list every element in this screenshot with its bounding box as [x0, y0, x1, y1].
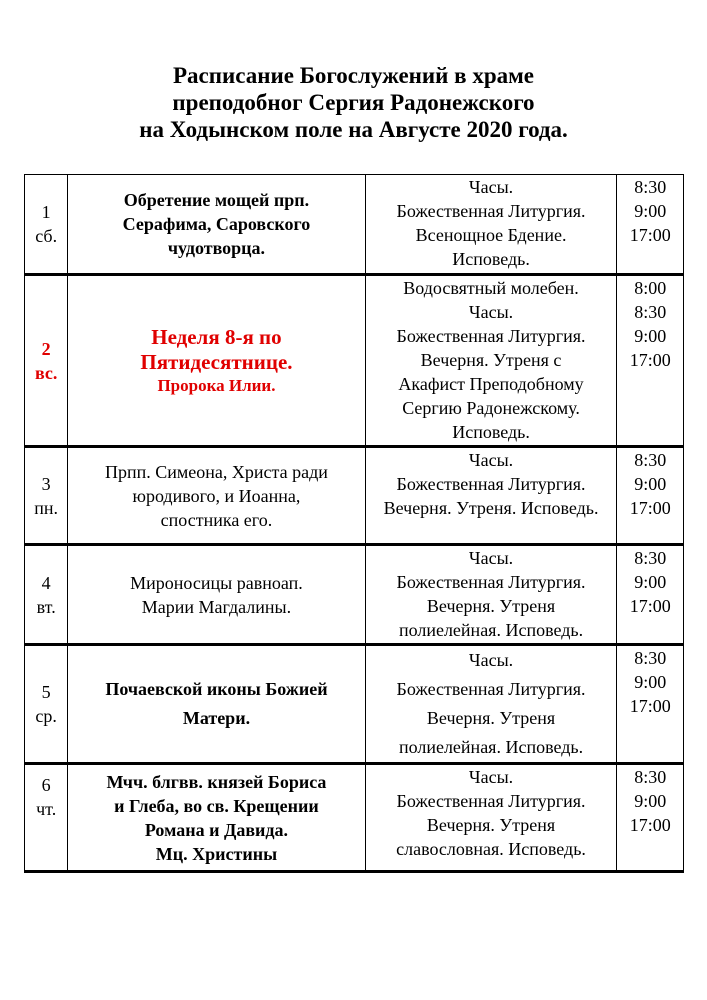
- time-value: 9:00: [634, 326, 667, 346]
- service-line: Часы.: [468, 548, 514, 568]
- table-row: [25, 545, 684, 645]
- title-line-1: Расписание Богослужений в храме: [172, 63, 535, 88]
- service-line: полиелейная. Исповедь.: [398, 737, 584, 757]
- time-value: 17:00: [629, 596, 671, 616]
- time-value: 17:00: [629, 350, 671, 370]
- feast-cell: [68, 175, 365, 275]
- title-line-3: на Ходынском поле на Августе 2020 года.: [139, 117, 568, 142]
- feast-line: Марии Магдалины.: [141, 596, 292, 617]
- feast-cell: [68, 275, 365, 447]
- service-line: Вечерня. Утреня. Исповедь.: [383, 498, 599, 518]
- time-value: 9:00: [634, 791, 667, 811]
- day-number: 6: [41, 775, 51, 795]
- services-cell: [365, 447, 617, 545]
- weekday: чт.: [36, 799, 57, 819]
- page-title: [0, 62, 707, 143]
- feast-line: Мц. Христины: [155, 843, 278, 864]
- service-line: Божественная Литургия.: [396, 474, 586, 494]
- weekday: ср.: [35, 706, 57, 726]
- feast-line: Мироносицы равноап.: [130, 572, 303, 593]
- feast-line: Прпп. Симеона, Христа ради: [105, 461, 328, 482]
- table-row: [25, 275, 684, 447]
- service-line: Вечерня. Утреня: [426, 815, 556, 835]
- service-line: Божественная Литургия.: [396, 326, 586, 346]
- weekday: пн.: [34, 497, 59, 518]
- service-line: Часы.: [468, 450, 514, 470]
- day-cell: [25, 175, 68, 275]
- table-row: [25, 175, 684, 275]
- time-value: 17:00: [629, 498, 671, 518]
- day-cell: [25, 545, 68, 645]
- time-value: 17:00: [629, 696, 671, 716]
- time-value: 17:00: [629, 815, 671, 835]
- service-line: Исповедь.: [452, 422, 530, 442]
- times-cell: [617, 447, 684, 545]
- day-cell: [25, 764, 68, 872]
- feast-cell: [68, 545, 365, 645]
- time-value: 8:30: [634, 177, 667, 197]
- feast-line: Почаевской иконы Божией: [105, 679, 328, 699]
- service-line: Божественная Литургия.: [396, 791, 586, 811]
- day-cell: [25, 275, 68, 447]
- services-cell: [365, 764, 617, 872]
- service-line: Исповедь.: [452, 249, 530, 269]
- feast-line: Обретение мощей прп.: [123, 190, 310, 210]
- service-line: Акафист Преподобному: [398, 374, 584, 394]
- feast-line: чудотворца.: [167, 238, 266, 258]
- day-number: 3: [41, 473, 51, 494]
- time-value: 17:00: [629, 225, 671, 245]
- service-line: Всенощное Бдение.: [415, 225, 567, 245]
- day-number: 5: [41, 682, 51, 702]
- feast-line: юродивого, и Иоанна,: [132, 485, 301, 506]
- time-value: 8:30: [634, 548, 667, 568]
- time-value: 9:00: [634, 672, 667, 692]
- weekday: вс.: [34, 362, 58, 383]
- weekday: сб.: [35, 226, 58, 246]
- feast-cell: [68, 764, 365, 872]
- weekday: вт.: [36, 596, 56, 617]
- service-line: славословная. Исповедь.: [396, 839, 586, 859]
- table-row: [25, 764, 684, 872]
- feast-line: Серафима, Саровского: [122, 214, 311, 234]
- feast-cell: [68, 645, 365, 764]
- times-cell: [617, 175, 684, 275]
- service-line: Часы.: [468, 177, 514, 197]
- feast-line: Мчч. блгвв. князей Бориса: [106, 771, 327, 792]
- times-cell: [617, 275, 684, 447]
- schedule-table: [24, 174, 684, 873]
- time-value: 9:00: [634, 201, 667, 221]
- times-cell: [617, 545, 684, 645]
- table-row: [25, 447, 684, 545]
- times-cell: [617, 764, 684, 872]
- time-value: 8:30: [634, 648, 667, 668]
- day-cell: [25, 645, 68, 764]
- times-cell: [617, 645, 684, 764]
- service-line: Вечерня. Утреня: [426, 708, 556, 728]
- service-line: Божественная Литургия.: [396, 201, 586, 221]
- time-value: 9:00: [634, 572, 667, 592]
- service-line: Водосвятный молебен.: [403, 278, 579, 298]
- service-line: Сергию Радонежскому.: [402, 398, 580, 418]
- feast-subtitle: Пророка Илии.: [157, 375, 276, 395]
- feast-line: Неделя 8-я по: [151, 324, 282, 349]
- services-cell: [365, 275, 617, 447]
- time-value: 9:00: [634, 474, 667, 494]
- service-line: Часы.: [468, 302, 514, 322]
- day-cell: [25, 447, 68, 545]
- day-number: 4: [41, 572, 51, 593]
- day-number: 2: [41, 338, 51, 359]
- feast-line: Матери.: [182, 708, 251, 728]
- service-line: полиелейная. Исповедь.: [398, 620, 584, 640]
- service-line: Вечерня. Утреня: [426, 596, 556, 616]
- service-line: Божественная Литургия.: [396, 679, 586, 699]
- service-line: Часы.: [468, 767, 514, 787]
- title-line-2: преподобног Сергия Радонежского: [172, 90, 535, 115]
- feast-line: Пятидесятнице.: [140, 349, 293, 374]
- time-value: 8:00: [634, 278, 667, 298]
- services-cell: [365, 545, 617, 645]
- service-line: Вечерня. Утреня с: [420, 350, 562, 370]
- day-number: 1: [41, 202, 51, 222]
- feast-line: и Глеба, во св. Крещении: [114, 795, 319, 816]
- time-value: 8:30: [634, 767, 667, 787]
- services-cell: [365, 175, 617, 275]
- feast-line: спостника его.: [160, 509, 273, 530]
- table-row: [25, 645, 684, 764]
- service-line: Божественная Литургия.: [396, 572, 586, 592]
- time-value: 8:30: [634, 450, 667, 470]
- services-cell: [365, 645, 617, 764]
- feast-cell: [68, 447, 365, 545]
- time-value: 8:30: [634, 302, 667, 322]
- service-line: Часы.: [468, 650, 514, 670]
- feast-line: Романа и Давида.: [144, 819, 289, 840]
